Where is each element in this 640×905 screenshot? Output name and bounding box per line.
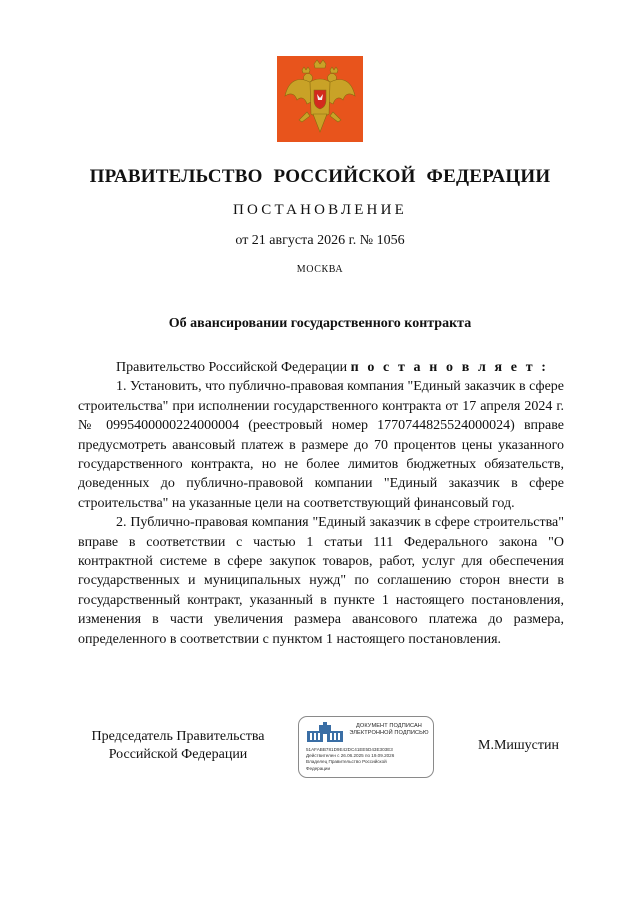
electronic-signature-stamp [298, 716, 434, 778]
stamp-heading-line-1: ДОКУМЕНТ ПОДПИСАН [356, 723, 422, 729]
stamp-owner-line-2: Федерации [306, 765, 331, 771]
clause-2: 2. Публично-правовая компания "Единый заказчик в сфере строительства" вправе в соответствии с частью 1 статьи 111 Федерального закона "О контрактной системе в сфере закупок товаров, работ, услуг для обеспечения государственных и муниципальных нужд" по соглашению сторон внести в государственный контракт, указанный в пункте 1 настоящего постановления, изменения в части увеличения размера авансового платежа до размера, определенного в соответствии с пунктом 1 настоящего постановления. [78, 515, 564, 647]
stamp-validity: Действителен с 26.06.2025 по 19.09.2026 [306, 753, 395, 759]
stamp-heading-line-2: ЭЛЕКТРОННОЙ ПОДПИСЬЮ [349, 730, 429, 736]
document-date-number: от 21 августа 2026 г. № 1056 [235, 233, 405, 248]
stamp-certificate: 51AFABB781D9E42DC41EE5D43E303E3 [306, 747, 393, 752]
stamp-details [306, 747, 430, 772]
document-type: ПОСТАНОВЛЕНИЕ [233, 202, 407, 218]
document-city: МОСКВА [296, 264, 344, 275]
document-body [78, 358, 564, 649]
signatory-position-line-1: Председатель Правительства [91, 729, 265, 744]
intro-text: Правительство Российской Федерации [116, 360, 351, 375]
clause-1: 1. Установить, что публично-правовая компания "Единый заказчик в сфере строительства" при исполнении государственного контракта от 17 апреля 2024 г. № 0995400000224000004 (реестровый номер 1770744825524000024) вправе предусмотреть авансовый платеж в размере до 70 процентов цены указанного государственного контракта, но не более лимитов бюджетных обязательств, доведенных до публично-правовой компании "Единый заказчик в сфере строительства" на указанные цели на соответствующий финансовый год. [78, 379, 564, 511]
intro-paragraph [78, 358, 564, 377]
stamp-heading [347, 723, 431, 737]
resolves-word: п о с т а н о в л я е т : [350, 360, 549, 375]
signatory-name: М.Мишустин [478, 738, 559, 753]
russian-coat-of-arms-icon [277, 56, 363, 142]
stamp-owner-line-1: Владелец Правительство Российской [306, 759, 387, 765]
government-building-icon [305, 722, 345, 744]
government-title: ПРАВИТЕЛЬСТВО РОССИЙСКОЙ ФЕДЕРАЦИИ [89, 166, 551, 187]
signatory-position [78, 728, 278, 764]
document-subject: Об авансировании государственного контракта [168, 316, 472, 331]
signatory-position-line-2: Российской Федерации [108, 747, 248, 762]
